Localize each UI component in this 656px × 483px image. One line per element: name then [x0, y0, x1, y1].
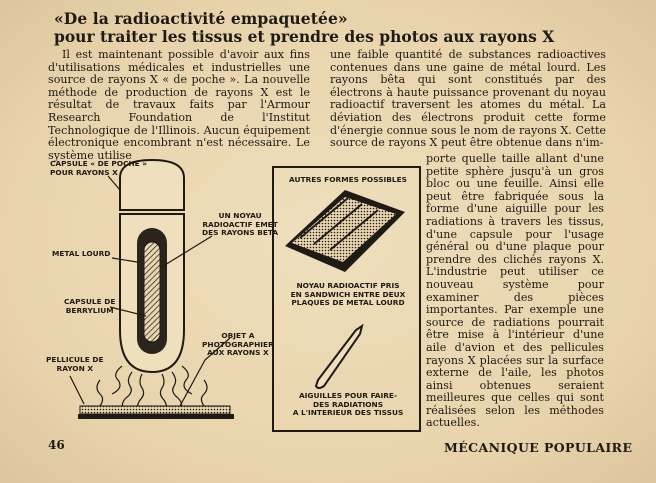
article-title: «De la radioactivité empaquetée» [54, 9, 348, 28]
body-column-3: porte quelle taille allant d'une petite sphère jusqu'à un gros bloc ou une feuille. Ainsi elle peut être fabriquée sous la forme d'une aiguille pour les radiations à travers les tissus, d'une capsule pour l'usage général ou d'une plaque pour prendre des clichés rayons X. L'industrie peut utiliser ce nouveau système pour examiner des pièces importantes. Par exemple une source de radiations pourrait être mise à l'intérieur d'une aile d'avion et des pellicules rayons X placées sur la surface externe de l'aile, les photos ainsi obtenues seraient meilleures que celles qui sont réalisées selon les méthodes actuelles. [426, 152, 604, 430]
capsule-body [120, 214, 184, 372]
metal-label: METAL LOURD [52, 249, 111, 258]
beryllium-label: CAPSULE DE BERRYLIUM [64, 297, 116, 315]
body-paragraph-2: une faible quantité de substances radioactives contenues dans une gaine de métal lourd. Les rayons bêta qui sont constitués par des électrons à haute puissance provenant du noyau radioactif traversent les atomes du métal. La déviation des électrons produit cette forme d'énergie connue sous le nom de rayons X. Cette source de rayons X peut être obtenue dans n'im- [330, 48, 606, 150]
plate-label: NOYAU RADIOACTIF PRIS EN SANDWICH ENTRE DEUX PLAQUES DE METAL LOURD [290, 281, 406, 308]
page-number: 46 [48, 438, 65, 452]
xray-film [78, 406, 234, 419]
core-label: UN NOYAU RADIOACTIF EMET DES RAYONS BETA [202, 211, 279, 238]
object-label: OBJET A PHOTOGRAPHIER AUX RAYONS X [202, 331, 274, 358]
box-title: AUTRES FORMES POSSIBLES [289, 175, 407, 184]
capsule-label: CAPSULE « DE POCHE » POUR RAYONS X [50, 159, 148, 177]
body-paragraph-1: Il est maintenant possible d'avoir aux fins d'utilisations médicales et industrielles une source de rayons X « de poche ». La nouvelle méthode de production de rayons X est le résultat de travaux faits par l'Armour Research Foundation de l'Institut Technologique de l'Illinois. Aucun équipement électronique encombrant n'est nécessaire. Le système utilise [48, 48, 310, 162]
article-subtitle: pour traiter les tissus et prendre des photos aux rayons X [54, 27, 555, 46]
film-label: PELLICULE DE RAYON X [46, 355, 104, 373]
needle-label: AIGUILLES POUR FAIRE- DES RADIATIONS A L'INTERIEUR DES TISSUS [292, 391, 404, 418]
magazine-name: MÉCANIQUE POPULAIRE [444, 440, 633, 455]
